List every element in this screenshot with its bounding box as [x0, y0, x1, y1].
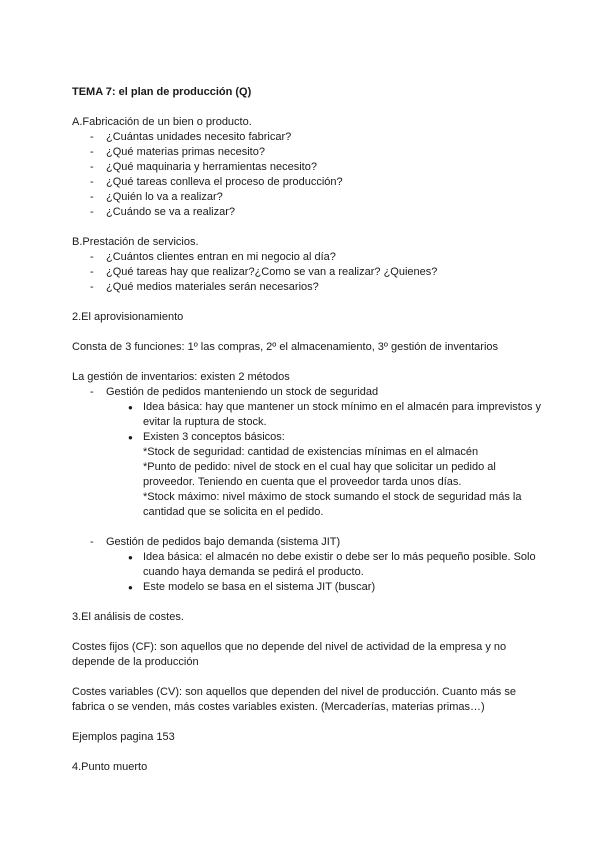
variable-costs-text: Costes variables (CV): son aquellos que dependen del nivel de producción. Cuanto más se fabrica o se venden, más costes variables existen. (Mercaderías, materias primas…): [72, 686, 516, 713]
concepts-title: ● Existen 3 conceptos básicos:: [143, 431, 285, 443]
list-item: - ¿Qué tareas conlleva el proceso de producción?: [72, 175, 542, 190]
method-1-idea: ● Idea básica: hay que mantener un stock mínimo en el almacén para imprevistos y evitar la ruptura de stock.: [72, 400, 542, 430]
method-2-bullets: [72, 550, 542, 595]
section-b-heading: B.Prestación de servicios.: [72, 236, 199, 248]
concept-max-stock: *Stock máximo: nivel máximo de stock sumando el stock de seguridad más la cantidad que se solicita en el pedido.: [143, 491, 522, 518]
section-a-heading: A.Fabricación de un bien o producto.: [72, 116, 252, 128]
method-2-model: ● Este modelo se basa en el sistema JIT (buscar): [72, 580, 542, 595]
list-item: - ¿Qué maquinaria y herramientas necesito?: [72, 160, 542, 175]
list-item: - ¿Qué medios materiales serán necesarios?: [72, 280, 542, 295]
method-1-label: - Gestión de pedidos manteniendo un stock de seguridad: [72, 385, 542, 400]
list-item: - ¿Qué tareas hay que realizar?¿Como se van a realizar? ¿Quienes?: [72, 265, 542, 280]
list-item: - ¿Cuándo se va a realizar?: [72, 205, 542, 220]
inventory-intro: La gestión de inventarios: existen 2 métodos: [72, 371, 290, 383]
concept-safety-stock: *Stock de seguridad: cantidad de existencias mínimas en el almacén: [143, 446, 479, 458]
document-page: [72, 85, 542, 775]
section-a-list: [72, 130, 542, 220]
method-1-bullets: [72, 400, 542, 520]
section-b-list: [72, 250, 542, 295]
functions-text: Consta de 3 funciones: 1º las compras, 2º el almacenamiento, 3º gestión de inventarios: [72, 341, 499, 353]
list-item: - ¿Quién lo va a realizar?: [72, 190, 542, 205]
method-2-list: [72, 535, 542, 550]
method-1-concepts: [72, 430, 542, 520]
method-2-idea: ● Idea básica: el almacén no debe existir o debe ser lo más pequeño posible. Solo cuando haya demanda se pedirá el producto.: [72, 550, 542, 580]
section-3-heading: 3.El análisis de costes.: [72, 611, 184, 623]
examples-text: Ejemplos pagina 153: [72, 731, 175, 743]
list-item: - ¿Cuántos clientes entran en mi negocio al día?: [72, 250, 542, 265]
document-title: TEMA 7: el plan de producción (Q): [72, 86, 252, 98]
method-1-list: [72, 385, 542, 400]
method-2-label: - Gestión de pedidos bajo demanda (sistema JIT): [72, 535, 542, 550]
section-4-heading: 4.Punto muerto: [72, 761, 148, 773]
section-2-heading: 2.El aprovisionamiento: [72, 311, 184, 323]
fixed-costs-text: Costes fijos (CF): son aquellos que no depende del nivel de actividad de la empresa y no depende de la producción: [72, 641, 507, 668]
list-item: - ¿Cuántas unidades necesito fabricar?: [72, 130, 542, 145]
concept-order-point: *Punto de pedido: nivel de stock en el cual hay que solicitar un pedido al proveedor. Teniendo en cuenta que el proveedor tarda unos días.: [143, 461, 496, 488]
list-item: - ¿Qué materias primas necesito?: [72, 145, 542, 160]
